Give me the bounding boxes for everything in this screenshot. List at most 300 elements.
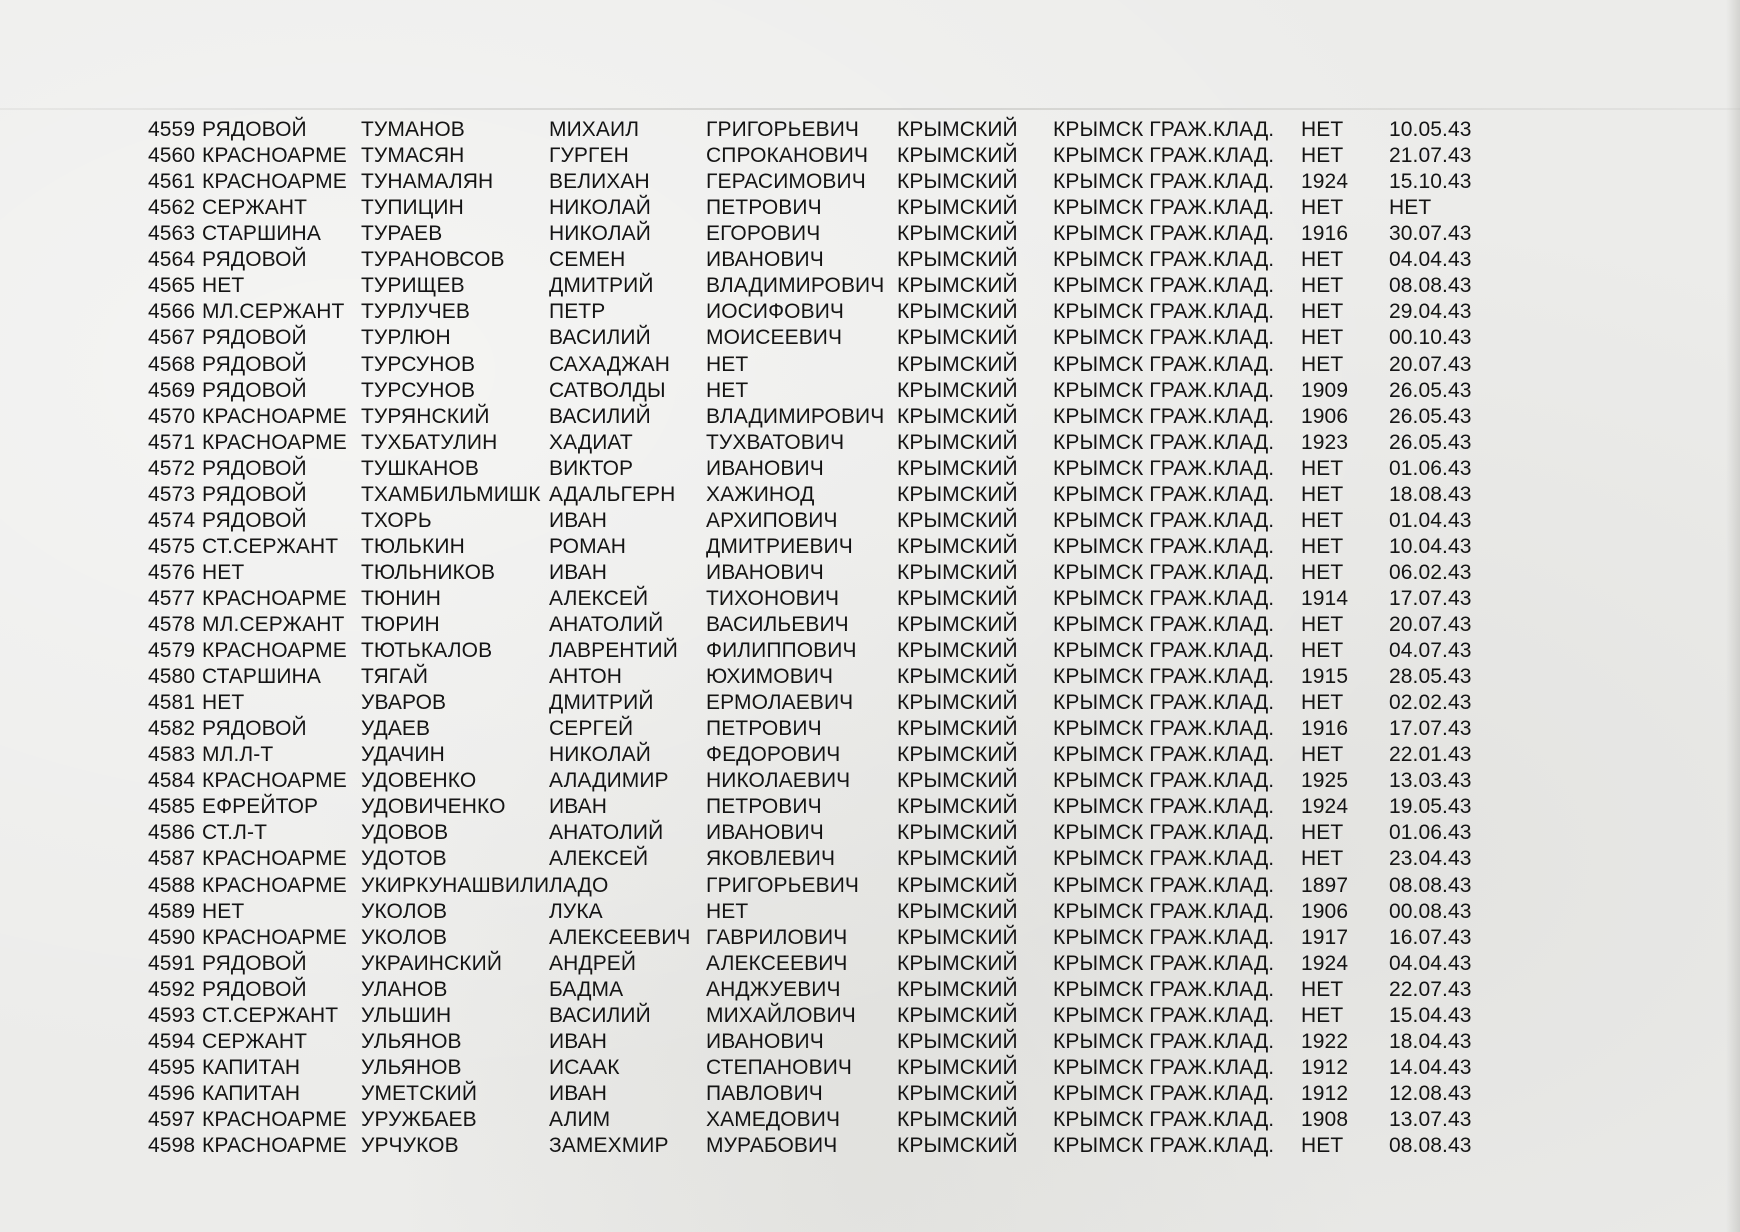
birth-year-cell: 1924: [1301, 170, 1349, 194]
surname-cell: УКОЛОВ: [361, 899, 448, 923]
table-row: [0, 325, 1740, 351]
surname-cell: ТУШКАНОВ: [361, 456, 479, 480]
rank-cell: НЕТ: [202, 691, 245, 715]
burial-place-cell: КРЫМСК ГРАЖ.КЛАД.: [1053, 951, 1275, 975]
table-row: [0, 221, 1740, 247]
burial-place-cell: КРЫМСК ГРАЖ.КЛАД.: [1053, 300, 1275, 324]
death-date-cell: 08.08.43: [1389, 1134, 1472, 1157]
first-name-cell: АНДРЕЙ: [549, 951, 637, 975]
district-cell: КРЫМСКИЙ: [897, 613, 1018, 636]
table-row: [0, 716, 1740, 742]
birth-year-cell: 1909: [1301, 378, 1349, 402]
surname-cell: УКОЛОВ: [361, 925, 448, 949]
death-date-cell: 18.08.43: [1389, 482, 1472, 506]
district-cell: КРЫМСКИЙ: [897, 456, 1018, 480]
patronymic-cell: ФИЛИППОВИЧ: [706, 639, 857, 662]
district-cell: КРЫМСКИЙ: [897, 1107, 1018, 1131]
first-name-cell: АЛАДИМИР: [549, 769, 669, 793]
surname-cell: ТУРЛУЧЕВ: [361, 300, 470, 324]
district-cell: КРЫМСКИЙ: [897, 1134, 1018, 1157]
first-name-cell: АНТОН: [549, 665, 623, 689]
record-number-cell: 4569: [148, 378, 196, 402]
district-cell: КРЫМСКИЙ: [897, 430, 1018, 454]
surname-cell: ТУМАСЯН: [361, 144, 465, 168]
surname-cell: ТУРИЩЕВ: [361, 274, 465, 298]
birth-year-cell: НЕТ: [1301, 1134, 1344, 1157]
rank-cell: РЯДОВОЙ: [202, 977, 307, 1001]
table-row: [0, 482, 1740, 508]
patronymic-cell: ДМИТРИЕВИЧ: [706, 534, 853, 558]
death-date-cell: 20.07.43: [1389, 613, 1472, 636]
death-date-cell: 10.04.43: [1389, 534, 1472, 558]
record-number-cell: 4561: [148, 170, 196, 194]
first-name-cell: САХАДЖАН: [549, 352, 671, 376]
burial-place-cell: КРЫМСК ГРАЖ.КЛАД.: [1053, 847, 1275, 871]
burial-place-cell: КРЫМСК ГРАЖ.КЛАД.: [1053, 404, 1275, 428]
rank-cell: КРАСНОАРМЕ: [202, 404, 347, 428]
district-cell: КРЫМСКИЙ: [897, 404, 1018, 428]
rank-cell: ЕФРЕЙТОР: [202, 795, 319, 819]
table-row: [0, 299, 1740, 325]
record-number-cell: 4577: [148, 586, 196, 610]
table-row: [0, 1133, 1740, 1159]
district-cell: КРЫМСКИЙ: [897, 378, 1018, 402]
record-number-cell: 4570: [148, 404, 196, 428]
rank-cell: СТ.СЕРЖАНТ: [202, 534, 339, 558]
table-row: [0, 352, 1740, 378]
surname-cell: ТУРАЕВ: [361, 222, 443, 246]
burial-place-cell: КРЫМСК ГРАЖ.КЛАД.: [1053, 1029, 1275, 1053]
patronymic-cell: ИВАНОВИЧ: [706, 248, 824, 272]
district-cell: КРЫМСКИЙ: [897, 925, 1018, 949]
burial-place-cell: КРЫМСК ГРАЖ.КЛАД.: [1053, 925, 1275, 949]
birth-year-cell: НЕТ: [1301, 274, 1344, 298]
rank-cell: СЕРЖАНТ: [202, 196, 308, 220]
surname-cell: ТУРАНОВСОВ: [361, 248, 505, 272]
district-cell: КРЫМСКИЙ: [897, 482, 1018, 506]
surname-cell: ТУРЯНСКИЙ: [361, 404, 490, 428]
district-cell: КРЫМСКИЙ: [897, 560, 1018, 584]
table-row: [0, 951, 1740, 977]
surname-cell: УКИРКУНАШВИЛИ: [361, 873, 550, 897]
surname-cell: УВАРОВ: [361, 691, 447, 715]
rank-cell: РЯДОВОЙ: [202, 326, 307, 350]
burial-place-cell: КРЫМСК ГРАЖ.КЛАД.: [1053, 274, 1275, 298]
table-row: [0, 1029, 1740, 1055]
surname-cell: УДАЧИН: [361, 743, 445, 767]
first-name-cell: АНАТОЛИЙ: [549, 821, 664, 845]
death-date-cell: 16.07.43: [1389, 925, 1472, 949]
burial-place-cell: КРЫМСК ГРАЖ.КЛАД.: [1053, 326, 1275, 350]
district-cell: КРЫМСКИЙ: [897, 352, 1018, 376]
death-date-cell: 22.07.43: [1389, 977, 1472, 1001]
death-date-cell: 26.05.43: [1389, 378, 1472, 402]
rank-cell: НЕТ: [202, 274, 245, 298]
birth-year-cell: 1912: [1301, 1081, 1349, 1105]
birth-year-cell: 1906: [1301, 404, 1349, 428]
district-cell: КРЫМСКИЙ: [897, 691, 1018, 715]
table-row: [0, 977, 1740, 1003]
rank-cell: РЯДОВОЙ: [202, 352, 307, 376]
birth-year-cell: 1906: [1301, 899, 1349, 923]
record-number-cell: 4590: [148, 925, 196, 949]
record-number-cell: 4587: [148, 847, 196, 871]
patronymic-cell: ВЛАДИМИРОВИЧ: [706, 274, 885, 298]
record-number-cell: 4586: [148, 821, 196, 845]
death-date-cell: 18.04.43: [1389, 1029, 1472, 1053]
district-cell: КРЫМСКИЙ: [897, 326, 1018, 350]
patronymic-cell: ИВАНОВИЧ: [706, 821, 824, 845]
death-date-cell: 21.07.43: [1389, 144, 1472, 168]
death-date-cell: 23.04.43: [1389, 847, 1472, 871]
district-cell: КРЫМСКИЙ: [897, 196, 1018, 220]
birth-year-cell: НЕТ: [1301, 300, 1344, 324]
patronymic-cell: АРХИПОВИЧ: [706, 508, 838, 532]
burial-place-cell: КРЫМСК ГРАЖ.КЛАД.: [1053, 196, 1275, 220]
birth-year-cell: 1924: [1301, 951, 1349, 975]
first-name-cell: НИКОЛАЙ: [549, 196, 651, 220]
surname-cell: ТУРСУНОВ: [361, 378, 476, 402]
first-name-cell: ВИКТОР: [549, 456, 634, 480]
birth-year-cell: НЕТ: [1301, 248, 1344, 272]
birth-year-cell: 1923: [1301, 430, 1349, 454]
first-name-cell: ВАСИЛИЙ: [549, 404, 651, 428]
birth-year-cell: 1922: [1301, 1029, 1349, 1053]
burial-place-cell: КРЫМСК ГРАЖ.КЛАД.: [1053, 639, 1275, 662]
burial-place-cell: КРЫМСК ГРАЖ.КЛАД.: [1053, 1055, 1275, 1079]
surname-cell: УДОВОВ: [361, 821, 449, 845]
table-row: [0, 846, 1740, 872]
death-date-cell: 26.05.43: [1389, 404, 1472, 428]
surname-cell: ТХАМБИЛЬМИШК: [361, 482, 541, 506]
death-date-cell: 20.07.43: [1389, 352, 1472, 376]
rank-cell: РЯДОВОЙ: [202, 248, 307, 272]
district-cell: КРЫМСКИЙ: [897, 300, 1018, 324]
patronymic-cell: ФЕДОРОВИЧ: [706, 743, 841, 767]
district-cell: КРЫМСКИЙ: [897, 1081, 1018, 1105]
patronymic-cell: СТЕПАНОВИЧ: [706, 1055, 853, 1079]
table-row: [0, 742, 1740, 768]
surname-cell: УЛЬШИН: [361, 1003, 452, 1027]
death-date-cell: 04.04.43: [1389, 951, 1472, 975]
burial-place-cell: КРЫМСК ГРАЖ.КЛАД.: [1053, 430, 1275, 454]
death-date-cell: 08.08.43: [1389, 274, 1472, 298]
burial-place-cell: КРЫМСК ГРАЖ.КЛАД.: [1053, 222, 1275, 246]
surname-cell: ТУХБАТУЛИН: [361, 430, 498, 454]
first-name-cell: ЛУКА: [549, 899, 603, 923]
burial-place-cell: КРЫМСК ГРАЖ.КЛАД.: [1053, 899, 1275, 923]
surname-cell: УРУЖБАЕВ: [361, 1107, 477, 1131]
birth-year-cell: 1914: [1301, 586, 1349, 610]
record-number-cell: 4598: [148, 1134, 196, 1157]
patronymic-cell: ГЕРАСИМОВИЧ: [706, 170, 866, 194]
district-cell: КРЫМСКИЙ: [897, 586, 1018, 610]
district-cell: КРЫМСКИЙ: [897, 821, 1018, 845]
record-number-cell: 4562: [148, 196, 196, 220]
rank-cell: КРАСНОАРМЕ: [202, 769, 347, 793]
record-number-cell: 4595: [148, 1055, 196, 1079]
patronymic-cell: ИОСИФОВИЧ: [706, 300, 844, 324]
record-number-cell: 4593: [148, 1003, 196, 1027]
rank-cell: МЛ.СЕРЖАНТ: [202, 613, 345, 636]
first-name-cell: ХАДИАТ: [549, 430, 633, 454]
first-name-cell: ВАСИЛИЙ: [549, 326, 651, 350]
patronymic-cell: ПАВЛОВИЧ: [706, 1081, 823, 1105]
birth-year-cell: 1897: [1301, 873, 1349, 897]
surname-cell: ТЮНИН: [361, 586, 441, 610]
birth-year-cell: 1916: [1301, 222, 1349, 246]
rank-cell: НЕТ: [202, 899, 245, 923]
death-date-cell: 12.08.43: [1389, 1081, 1472, 1105]
district-cell: КРЫМСКИЙ: [897, 717, 1018, 741]
death-date-cell: 30.07.43: [1389, 222, 1472, 246]
first-name-cell: ВЕЛИХАН: [549, 170, 650, 194]
district-cell: КРЫМСКИЙ: [897, 1003, 1018, 1027]
patronymic-cell: ПЕТРОВИЧ: [706, 717, 822, 741]
rank-cell: КАПИТАН: [202, 1081, 301, 1105]
district-cell: КРЫМСКИЙ: [897, 769, 1018, 793]
patronymic-cell: ГРИГОРЬЕВИЧ: [706, 118, 859, 141]
first-name-cell: САТВОЛДЫ: [549, 378, 666, 402]
district-cell: КРЫМСКИЙ: [897, 873, 1018, 897]
record-number-cell: 4575: [148, 534, 196, 558]
death-date-cell: 10.05.43: [1389, 118, 1472, 141]
patronymic-cell: ВЛАДИМИРОВИЧ: [706, 404, 885, 428]
surname-cell: УЛЬЯНОВ: [361, 1029, 462, 1053]
surname-cell: УДОТОВ: [361, 847, 447, 871]
surname-cell: ТХОРЬ: [361, 508, 432, 532]
record-number-cell: 4585: [148, 795, 196, 819]
district-cell: КРЫМСКИЙ: [897, 248, 1018, 272]
table-row: [0, 820, 1740, 846]
patronymic-cell: ЮХИМОВИЧ: [706, 665, 834, 689]
district-cell: КРЫМСКИЙ: [897, 899, 1018, 923]
table-row: [0, 456, 1740, 482]
surname-cell: УРЧУКОВ: [361, 1134, 459, 1157]
burial-place-cell: КРЫМСК ГРАЖ.КЛАД.: [1053, 248, 1275, 272]
table-row: [0, 508, 1740, 534]
table-row: [0, 378, 1740, 404]
death-date-cell: 17.07.43: [1389, 586, 1472, 610]
death-date-cell: НЕТ: [1389, 196, 1432, 220]
patronymic-cell: ИВАНОВИЧ: [706, 456, 824, 480]
surname-cell: УКРАИНСКИЙ: [361, 951, 503, 975]
first-name-cell: АЛЕКСЕЙ: [549, 847, 649, 871]
district-cell: КРЫМСКИЙ: [897, 508, 1018, 532]
patronymic-cell: ХАЖИНОД: [706, 482, 815, 506]
patronymic-cell: НЕТ: [706, 378, 749, 402]
surname-cell: УДОВИЧЕНКО: [361, 795, 506, 819]
birth-year-cell: НЕТ: [1301, 144, 1344, 168]
first-name-cell: ПЕТР: [549, 300, 606, 324]
first-name-cell: ГУРГЕН: [549, 144, 629, 168]
birth-year-cell: НЕТ: [1301, 482, 1344, 506]
record-number-cell: 4572: [148, 456, 196, 480]
burial-place-cell: КРЫМСК ГРАЖ.КЛАД.: [1053, 691, 1275, 715]
rank-cell: КРАСНОАРМЕ: [202, 873, 347, 897]
death-date-cell: 22.01.43: [1389, 743, 1472, 767]
death-date-cell: 28.05.43: [1389, 665, 1472, 689]
rank-cell: МЛ.Л-Т: [202, 743, 274, 767]
death-date-cell: 04.04.43: [1389, 248, 1472, 272]
burial-place-cell: КРЫМСК ГРАЖ.КЛАД.: [1053, 534, 1275, 558]
death-date-cell: 19.05.43: [1389, 795, 1472, 819]
table-row: [0, 873, 1740, 899]
burial-place-cell: КРЫМСК ГРАЖ.КЛАД.: [1053, 769, 1275, 793]
table-row: [0, 794, 1740, 820]
first-name-cell: ДМИТРИЙ: [549, 274, 654, 298]
record-number-cell: 4559: [148, 118, 196, 141]
birth-year-cell: НЕТ: [1301, 326, 1344, 350]
burial-place-cell: КРЫМСК ГРАЖ.КЛАД.: [1053, 743, 1275, 767]
first-name-cell: ЛАДО: [549, 873, 609, 897]
birth-year-cell: НЕТ: [1301, 456, 1344, 480]
patronymic-cell: ВАСИЛЬЕВИЧ: [706, 613, 849, 636]
rank-cell: СТ.Л-Т: [202, 821, 268, 845]
first-name-cell: ИВАН: [549, 560, 607, 584]
district-cell: КРЫМСКИЙ: [897, 639, 1018, 662]
patronymic-cell: НЕТ: [706, 899, 749, 923]
birth-year-cell: 1912: [1301, 1055, 1349, 1079]
rank-cell: КРАСНОАРМЕ: [202, 1134, 347, 1157]
rank-cell: НЕТ: [202, 560, 245, 584]
first-name-cell: МИХАИЛ: [549, 118, 640, 141]
patronymic-cell: ЕРМОЛАЕВИЧ: [706, 691, 854, 715]
record-number-cell: 4580: [148, 665, 196, 689]
patronymic-cell: ТУХВАТОВИЧ: [706, 430, 845, 454]
burial-place-cell: КРЫМСК ГРАЖ.КЛАД.: [1053, 1081, 1275, 1105]
patronymic-cell: ИВАНОВИЧ: [706, 1029, 824, 1053]
surname-cell: УЛЬЯНОВ: [361, 1055, 462, 1079]
record-number-cell: 4591: [148, 951, 196, 975]
table-row: [0, 690, 1740, 716]
district-cell: КРЫМСКИЙ: [897, 1055, 1018, 1079]
record-number-cell: 4588: [148, 873, 196, 897]
record-number-cell: 4589: [148, 899, 196, 923]
rank-cell: РЯДОВОЙ: [202, 951, 307, 975]
record-number-cell: 4565: [148, 274, 196, 298]
first-name-cell: ВАСИЛИЙ: [549, 1003, 651, 1027]
record-number-cell: 4564: [148, 248, 196, 272]
surname-cell: ТЮЛЬНИКОВ: [361, 560, 496, 584]
record-number-cell: 4566: [148, 300, 196, 324]
death-date-cell: 02.02.43: [1389, 691, 1472, 715]
death-date-cell: 01.06.43: [1389, 821, 1472, 845]
death-date-cell: 17.07.43: [1389, 717, 1472, 741]
first-name-cell: АНАТОЛИЙ: [549, 613, 664, 636]
birth-year-cell: 1925: [1301, 769, 1349, 793]
first-name-cell: ЛАВРЕНТИЙ: [549, 639, 678, 662]
record-number-cell: 4576: [148, 560, 196, 584]
birth-year-cell: НЕТ: [1301, 743, 1344, 767]
rank-cell: СТАРШИНА: [202, 665, 321, 689]
burial-place-cell: КРЫМСК ГРАЖ.КЛАД.: [1053, 1107, 1275, 1131]
table-row: [0, 117, 1740, 143]
death-date-cell: 29.04.43: [1389, 300, 1472, 324]
district-cell: КРЫМСКИЙ: [897, 977, 1018, 1001]
surname-cell: ТУРСУНОВ: [361, 352, 476, 376]
table-row: [0, 612, 1740, 638]
burial-place-cell: КРЫМСК ГРАЖ.КЛАД.: [1053, 717, 1275, 741]
patronymic-cell: ЕГОРОВИЧ: [706, 222, 821, 246]
district-cell: КРЫМСКИЙ: [897, 170, 1018, 194]
birth-year-cell: НЕТ: [1301, 691, 1344, 715]
patronymic-cell: МИХАЙЛОВИЧ: [706, 1003, 856, 1027]
burial-place-cell: КРЫМСК ГРАЖ.КЛАД.: [1053, 352, 1275, 376]
table-row: [0, 1081, 1740, 1107]
rank-cell: КРАСНОАРМЕ: [202, 1107, 347, 1131]
rank-cell: СТ.СЕРЖАНТ: [202, 1003, 339, 1027]
record-number-cell: 4578: [148, 613, 196, 636]
burial-place-cell: КРЫМСК ГРАЖ.КЛАД.: [1053, 665, 1275, 689]
patronymic-cell: МОИСЕЕВИЧ: [706, 326, 843, 350]
rank-cell: МЛ.СЕРЖАНТ: [202, 300, 345, 324]
district-cell: КРЫМСКИЙ: [897, 951, 1018, 975]
patronymic-cell: ИВАНОВИЧ: [706, 560, 824, 584]
death-date-cell: 01.04.43: [1389, 508, 1472, 532]
record-number-cell: 4592: [148, 977, 196, 1001]
death-date-cell: 13.03.43: [1389, 769, 1472, 793]
birth-year-cell: 1924: [1301, 795, 1349, 819]
death-date-cell: 06.02.43: [1389, 560, 1472, 584]
table-row: [0, 1055, 1740, 1081]
first-name-cell: НИКОЛАЙ: [549, 222, 651, 246]
surname-cell: ТЮЛЬКИН: [361, 534, 465, 558]
record-number-cell: 4581: [148, 691, 196, 715]
table-row: [0, 586, 1740, 612]
record-number-cell: 4594: [148, 1029, 196, 1053]
surname-cell: ТЮРИН: [361, 613, 440, 636]
birth-year-cell: НЕТ: [1301, 352, 1344, 376]
rank-cell: РЯДОВОЙ: [202, 378, 307, 402]
record-number-cell: 4571: [148, 430, 196, 454]
burial-place-cell: КРЫМСК ГРАЖ.КЛАД.: [1053, 873, 1275, 897]
district-cell: КРЫМСКИЙ: [897, 118, 1018, 141]
rank-cell: РЯДОВОЙ: [202, 456, 307, 480]
rank-cell: СТАРШИНА: [202, 222, 321, 246]
burial-place-cell: КРЫМСК ГРАЖ.КЛАД.: [1053, 560, 1275, 584]
rank-cell: РЯДОВОЙ: [202, 717, 307, 741]
death-date-cell: 00.08.43: [1389, 899, 1472, 923]
burial-place-cell: КРЫМСК ГРАЖ.КЛАД.: [1053, 586, 1275, 610]
surname-cell: УДОВЕНКО: [361, 769, 477, 793]
surname-cell: ТЮТЬКАЛОВ: [361, 639, 493, 662]
burial-place-cell: КРЫМСК ГРАЖ.КЛАД.: [1053, 795, 1275, 819]
record-number-cell: 4573: [148, 482, 196, 506]
record-number-cell: 4568: [148, 352, 196, 376]
first-name-cell: АЛЕКСЕЕВИЧ: [549, 925, 691, 949]
rank-cell: КРАСНОАРМЕ: [202, 430, 347, 454]
rank-cell: КРАСНОАРМЕ: [202, 586, 347, 610]
table-row: [0, 664, 1740, 690]
surname-cell: ТУМАНОВ: [361, 118, 465, 141]
first-name-cell: НИКОЛАЙ: [549, 743, 651, 767]
patronymic-cell: ГАВРИЛОВИЧ: [706, 925, 848, 949]
table-row: [0, 143, 1740, 169]
death-date-cell: 14.04.43: [1389, 1055, 1472, 1079]
district-cell: КРЫМСКИЙ: [897, 274, 1018, 298]
patronymic-cell: ПЕТРОВИЧ: [706, 196, 822, 220]
table-row: [0, 560, 1740, 586]
record-number-cell: 4560: [148, 144, 196, 168]
rank-cell: РЯДОВОЙ: [202, 508, 307, 532]
table-row: [0, 404, 1740, 430]
record-number-cell: 4574: [148, 508, 196, 532]
birth-year-cell: НЕТ: [1301, 534, 1344, 558]
district-cell: КРЫМСКИЙ: [897, 847, 1018, 871]
death-date-cell: 26.05.43: [1389, 430, 1472, 454]
first-name-cell: СЕРГЕЙ: [549, 717, 634, 741]
